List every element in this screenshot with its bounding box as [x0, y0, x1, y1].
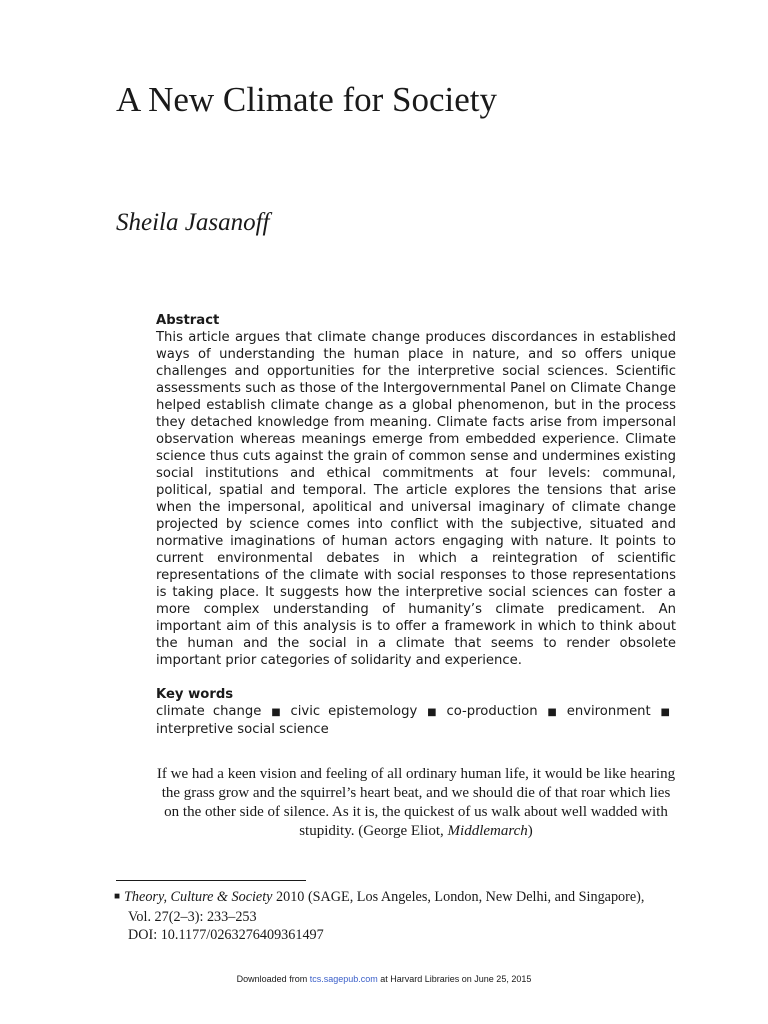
article-title: A New Climate for Society — [116, 80, 498, 119]
abstract-section — [156, 312, 676, 669]
abstract-text: This article argues that climate change produces discordances in established ways of understanding the human place in nature, and so offers unique challenges and opportunities for the interpretive social sciences. Scientific assessments such as those of the Intergovernmental Panel on Climate Change helped establish climate change as a global phenomenon, but in the process they detached knowledge from meaning. Climate facts arise from impersonal observation whereas meanings emerge from embedded experience. Climate science thus cuts against the grain of common sense and undermines existing social institutions and ethical commitments at four levels: communal, political, spatial and temporal. The article explores the tensions that arise when the impersonal, apolitical and universal imaginary of climate change projected by science comes into conflict with the subjective, situated and normative imaginations of human actors engaging with nature. It points to current environmental debates in which a reintegration of scientific representations of the climate with social responses to those representations is taking place. It suggests how the interpretive social sciences can foster a more complex understanding of humanity’s climate predicament. An important aim of this analysis is to offer a framework in which to think about the human and the social in a climate that seems to render obsolete important prior categories of solidarity and experience. — [156, 330, 676, 668]
keyword-separator-icon: ■ — [267, 707, 285, 718]
keywords-heading: Key words — [156, 687, 234, 702]
citation-volume: Vol. 27(2–3): 233–253 — [128, 909, 257, 925]
footer-prefix: Downloaded from — [236, 974, 310, 984]
abstract-heading: Abstract — [156, 313, 220, 328]
keyword-separator-icon: ■ — [656, 707, 671, 718]
keyword-item: interpretive social science — [156, 722, 329, 737]
epigraph-text: If we had a keen vision and feeling of all ordinary human life, it would be like hearing the grass grow and the squirrel’s heart beat, and we should die of that roar which lies on the other side of silence. As it is, the quickest of us walk about well wadded with stupidity. — [156, 766, 676, 839]
citation-bullet-icon: ■ — [114, 891, 121, 902]
footer-site-link[interactable]: tcs.sagepub.com — [309, 974, 378, 984]
epigraph-attribution-suffix: ) — [527, 823, 533, 839]
author-name: Sheila Jasanoff — [116, 209, 270, 236]
keyword-item: civic epistemology — [290, 704, 418, 719]
download-footer — [0, 974, 768, 984]
keywords-line — [156, 703, 676, 721]
keyword-separator-icon: ■ — [543, 707, 561, 718]
footnote-divider — [116, 880, 306, 881]
citation-journal: Theory, Culture & Society — [124, 889, 273, 905]
epigraph-attribution-work: Middlemarch — [447, 823, 528, 839]
keyword-item: co-production — [446, 704, 538, 719]
keyword-separator-icon: ■ — [423, 707, 441, 718]
citation-block — [114, 888, 684, 944]
footer-suffix: at Harvard Libraries on June 25, 2015 — [377, 974, 532, 984]
keywords-line — [156, 721, 676, 738]
keyword-item: climate change — [156, 704, 262, 719]
citation-details: 2010 (SAGE, Los Angeles, London, New Delhi, and Singapore), — [272, 889, 645, 905]
citation-doi: DOI: 10.1177/0263276409361497 — [128, 927, 324, 943]
keyword-item: environment — [566, 704, 651, 719]
epigraph-attribution-prefix: (George Eliot, — [358, 823, 448, 839]
epigraph — [156, 765, 676, 841]
keywords-section — [156, 686, 676, 738]
